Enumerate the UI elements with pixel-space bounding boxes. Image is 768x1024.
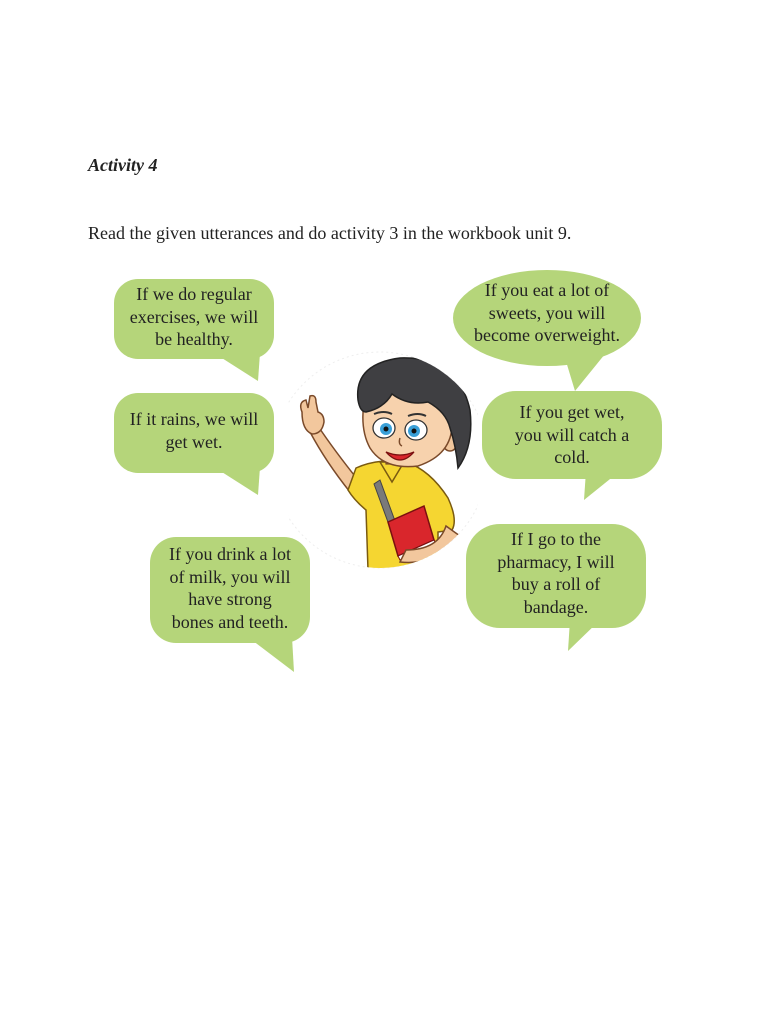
speech-bubble-text: If we do regular exercises, we will be healthy. (129, 284, 259, 349)
speech-bubble-sweets (453, 270, 641, 392)
speech-bubble-pharmacy (466, 524, 646, 652)
speech-bubble-text: If it rains, we will get wet. (129, 409, 259, 452)
speech-bubble-milk (150, 537, 310, 673)
speech-bubble-rain (114, 393, 274, 497)
speech-bubble-text: If you eat a lot of sweets, you will become overweight. (474, 280, 620, 345)
boy-waving-icon (288, 350, 478, 570)
speech-bubble-exercise (114, 279, 274, 383)
activity-instruction: Read the given utterances and do activity 3 in the workbook unit 9. (88, 223, 572, 243)
speech-bubble-cold (482, 391, 662, 501)
speech-bubble-text: If you get wet, you will catch a cold. (514, 402, 630, 467)
speech-bubble-text: If I go to the pharmacy, I will buy a roll of bandage. (497, 529, 615, 617)
speech-bubble-text: If you drink a lot of milk, you will have strong bones and teeth. (169, 544, 291, 632)
activity-heading: Activity 4 (88, 155, 158, 175)
